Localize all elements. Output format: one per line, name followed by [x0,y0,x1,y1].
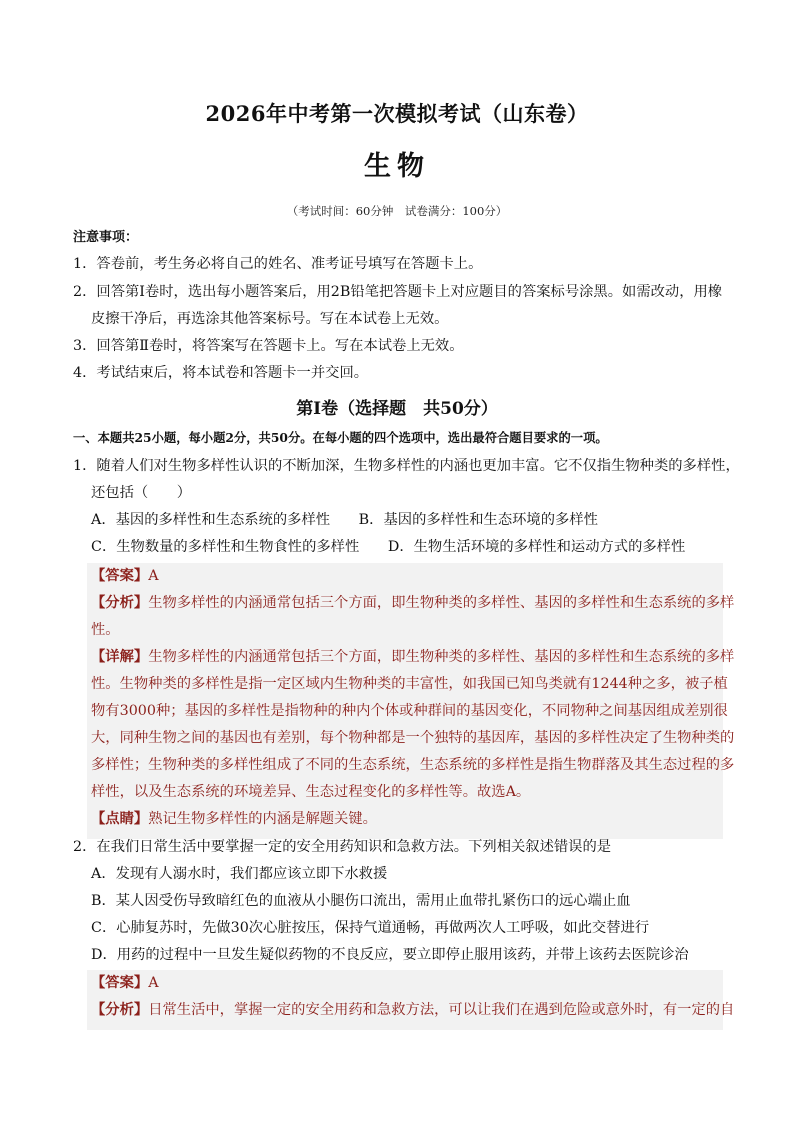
analysis-tag: 【分析】 [91,1002,149,1018]
analysis-text: 性。 [91,622,120,638]
analysis-text: 生物多样性的内涵通常包括三个方面，即生物种类的多样性、基因的多样性和生态系统的多样 [148,595,735,611]
question-option: C．心肺复苏时，先做30次心脏按压，保持气道通畅，再做两次人工呼吸，如此交替进行 [91,920,650,936]
answer-value: A [148,975,159,991]
question-option: D．用药的过程中一旦发生疑似药物的不良反应，要立即停止服用该药，并带上该药去医院诊治 [91,947,689,963]
tip-line [91,809,377,829]
notice-item: 2．回答第Ⅰ卷时，选出每小题答案后，用2B铅笔把答题卡上对应题目的答案标号涂黑。如需改动，用橡 [73,284,723,300]
analysis-line [91,593,734,613]
detail-text: 物有3000种；基因的多样性是指物种的种内个体或种群间的基因变化，不同物种之间基因组成差别很 [91,703,728,719]
question-options: C．生物数量的多样性和生物食性的多样性 D．生物生活环境的多样性和运动方式的多样性 [91,539,686,555]
answer-tag: 【答案】 [91,975,149,991]
notice-item: 皮擦干净后，再选涂其他答案标号。写在本试卷上无效。 [91,311,449,327]
detail-line [91,647,734,667]
section-instruction: 一、本题共25小题，每小题2分，共50分。在每小题的四个选项中，选出最符合题目要求的一项。 [73,430,608,445]
question-stem: 1．随着人们对生物多样性认识的不断加深，生物多样性的内涵也更加丰富。它不仅指生物种类的多样性， [73,458,740,474]
answer-line [91,566,159,586]
notice-heading: 注意事项： [73,230,139,245]
question-option: A．发现有人溺水时，我们都应该立即下水救援 [91,866,388,882]
tip-text: 熟记生物多样性的内涵是解题关键。 [148,811,377,827]
detail-text: 性。生物种类的多样性是指一定区域内生物种类的丰富性，如我国已知鸟类就有1244种之多，被子植 [91,676,728,692]
analysis-line [91,1000,734,1020]
exam-title: 2026年中考第一次模拟考试（山东卷） [205,101,589,126]
exam-meta: （考试时间：60分钟 试卷满分：100分） [286,204,508,218]
detail-text: 大，同种生物之间的基因也有差别，每个物种都是一个独特的基因库，基因的多样性决定了生物种类的 [91,730,735,746]
notice-item: 1．答卷前，考生务必将自己的姓名、准考证号填写在答题卡上。 [73,256,483,272]
answer-value: A [148,568,159,584]
notice-item: 4．考试结束后，将本试卷和答题卡一并交回。 [73,365,369,381]
question-stem: 还包括（ ） [91,485,192,501]
answer-line [91,973,159,993]
notice-item: 3．回答第Ⅱ卷时，将答案写在答题卡上。写在本试卷上无效。 [73,338,464,354]
section-title: 第Ⅰ卷（选择题 共50分） [296,399,498,419]
question-options: A．基因的多样性和生态系统的多样性 B．基因的多样性和生态环境的多样性 [91,512,598,528]
subject-title: 生物 [364,151,430,182]
analysis-tag: 【分析】 [91,595,149,611]
answer-tag: 【答案】 [91,568,149,584]
detail-text: 多样性；生物种类的多样性组成了不同的生态系统，生态系统的多样性是指生物群落及其生态过程的多 [91,757,735,773]
question-option: B．某人因受伤导致暗红色的血液从小腿伤口流出，需用止血带扎紧伤口的远心端止血 [91,893,631,909]
detail-text: 样性，以及生态系统的环境差异、生态过程变化的多样性等。故选A。 [91,784,531,800]
tip-tag: 【点睛】 [91,811,149,827]
question-stem: 2．在我们日常生活中要掌握一定的安全用药知识和急救方法。下列相关叙述错误的是 [73,839,612,855]
detail-tag: 【详解】 [91,649,149,665]
detail-text: 生物多样性的内涵通常包括三个方面，即生物种类的多样性、基因的多样性和生态系统的多样 [148,649,735,665]
analysis-text: 日常生活中，掌握一定的安全用药和急救方法，可以让我们在遇到危险或意外时，有一定的自 [148,1002,735,1018]
